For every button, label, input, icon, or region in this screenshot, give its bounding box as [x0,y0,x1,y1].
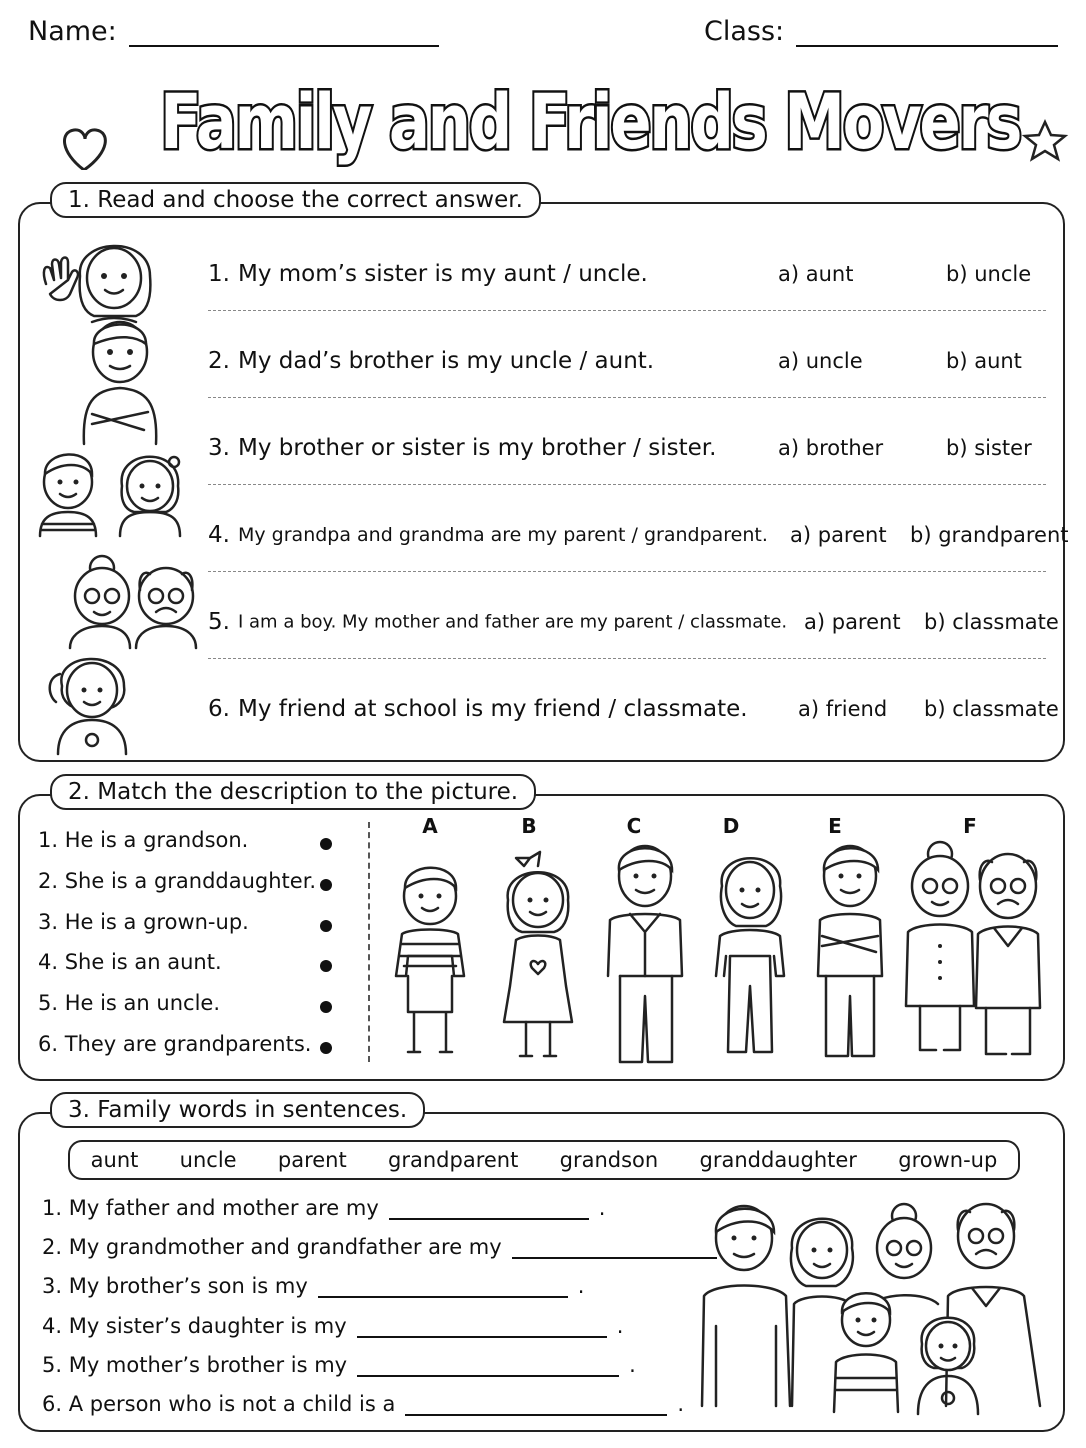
question-2 [208,311,1046,398]
picture-f-grandparents[interactable] [906,842,1040,1054]
picture-letter-f: F [963,814,977,838]
word-bank-item: granddaughter [699,1148,857,1172]
dad-figure [84,322,156,444]
question-6 [208,659,1059,746]
sentence-end: . [616,1314,624,1338]
class-input-line[interactable] [796,17,1058,47]
match-dot-2[interactable] [320,879,332,891]
word-bank-item: grandparent [388,1148,519,1172]
question-stem: My dad’s brother is my uncle / aunt. [238,348,655,374]
question-number: 3. [208,435,230,461]
answer-blank[interactable] [357,1357,619,1377]
picture-d-aunt[interactable] [716,858,784,1052]
sentence-end: . [577,1274,585,1298]
match-item-6: 6. They are grandparents. [38,1032,312,1056]
option-a[interactable]: a) parent [804,610,901,634]
question-number: 4. [208,522,230,548]
heart-icon [65,130,106,170]
option-b[interactable]: b) uncle [946,262,1032,286]
question-stem: My grandpa and grandma are my parent / grandparent. [238,524,768,546]
sentence-text: 6. A person who is not a child is a [42,1392,396,1416]
sentence-end: . [629,1353,636,1377]
option-a[interactable]: a) aunt [778,262,854,286]
section-match-description [18,779,1065,1081]
name-input-line[interactable] [129,17,439,47]
section1-label: 1. Read and choose the correct answer. [50,182,541,218]
match-divider [368,822,370,1062]
question-stem: My mom’s sister is my aunt / uncle. [238,261,648,287]
section2-label: 2. Match the description to the picture. [50,774,536,810]
answer-blank[interactable] [405,1396,667,1416]
match-dot-5[interactable] [320,1001,332,1013]
sentence-text: 5. My mother’s brother is my [42,1353,348,1377]
word-bank-item: uncle [179,1148,237,1172]
sentence-end: . [598,1196,606,1220]
fill-sentence-4 [42,1314,623,1338]
answer-blank[interactable] [389,1200,589,1220]
fill-sentence-3 [42,1274,584,1298]
question-number: 2. [208,348,230,374]
grandparents-figure [70,556,196,648]
word-bank-item: parent [277,1148,347,1172]
option-a[interactable]: a) friend [798,697,888,721]
sentence-text: 4. My sister’s daughter is my [42,1314,347,1338]
name-field [28,16,439,47]
match-dot-1[interactable] [320,838,332,850]
section3-label: 3. Family words in sentences. [50,1092,425,1128]
word-bank-item: aunt [90,1148,139,1172]
question-4 [208,485,1069,572]
option-b[interactable]: b) classmate [924,610,1059,634]
match-item-3: 3. He is a grown-up. [38,910,249,934]
family-group-illustration [696,1186,1048,1420]
match-item-5: 5. He is an uncle. [38,991,220,1015]
match-item-2: 2. She is a granddaughter. [38,869,317,893]
picture-a-boy[interactable] [396,868,464,1052]
fill-sentence-6 [42,1392,684,1416]
match-pictures [380,836,1060,1071]
question-5 [208,572,1059,659]
question-stem: My friend at school is my friend / classmate. [238,696,748,722]
question-number: 6. [208,696,230,722]
family-illustrations-column [32,224,202,764]
picture-b-girl[interactable] [504,852,572,1056]
worksheet-title [0,60,1086,170]
option-b[interactable]: b) aunt [946,349,1022,373]
answer-blank[interactable] [318,1278,568,1298]
option-b[interactable]: b) sister [946,436,1032,460]
picture-letter-a: A [422,814,438,838]
question-1 [208,224,1046,311]
sentence-text: 2. My grandmother and grandfather are my [42,1235,502,1259]
section-family-words [18,1097,1065,1432]
fill-sentence-5 [42,1353,636,1377]
option-b[interactable]: b) grandparent [910,523,1069,547]
picture-letter-e: E [828,814,842,838]
title-text: Family and Friends Movers [160,77,1020,166]
picture-letter-b: B [521,814,537,838]
match-item-1: 1. He is a grandson. [38,828,249,852]
class-field [704,16,1058,47]
star-icon [1025,122,1065,159]
question-stem: I am a boy. My mother and father are my parent / classmate. [238,611,788,633]
sister-figure [120,457,180,536]
picture-c-grown-up[interactable] [608,846,682,1062]
option-b[interactable]: b) classmate [924,697,1059,721]
picture-letter-d: D [722,814,740,838]
match-item-4: 4. She is an aunt. [38,950,222,974]
fill-sentence-1 [42,1196,605,1220]
option-a[interactable]: a) uncle [778,349,863,373]
word-bank [68,1140,1020,1180]
match-dot-6[interactable] [320,1042,332,1054]
sentence-end: . [677,1392,685,1416]
match-dot-3[interactable] [320,920,332,932]
answer-blank[interactable] [357,1318,607,1338]
fill-sentence-2 [42,1235,733,1259]
sentence-text: 3. My brother’s son is my [42,1274,308,1298]
picture-letter-c: C [626,814,642,838]
question-stem: My brother or sister is my brother / sister. [238,435,717,461]
mom-figure [80,246,151,322]
word-bank-item: grandson [559,1148,659,1172]
option-a[interactable]: a) brother [778,436,884,460]
answer-blank[interactable] [512,1239,717,1259]
waving-hand-icon [44,258,78,301]
section-choose-answer [18,187,1069,762]
option-a[interactable]: a) parent [790,523,887,547]
sentence-text: 1. My father and mother are my [42,1196,379,1220]
word-bank-item: grown-up [898,1148,998,1172]
match-dot-4[interactable] [320,960,332,972]
brother-figure [40,454,96,536]
picture-e-uncle[interactable] [818,846,882,1056]
friend-girl-figure [50,659,126,754]
question-number: 1. [208,261,230,287]
name-label: Name: [28,16,117,47]
class-label: Class: [704,16,785,47]
question-3 [208,398,1046,485]
question-number: 5. [208,609,230,635]
